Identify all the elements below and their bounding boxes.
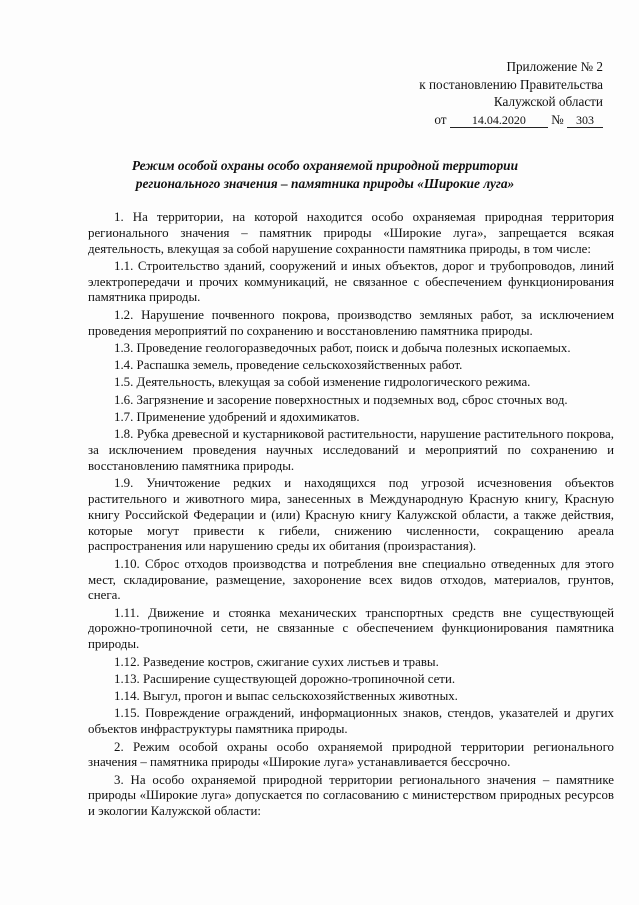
paragraph-2: 2. Режим особой охраны особо охраняемой природной территории регионального значения – памятника природы «Широкие луга» устанавливается бессрочно. [88, 739, 614, 770]
appendix-date-line [419, 111, 603, 129]
paragraph-1-8: 1.8. Рубка древесной и кустарниковой растительности, нарушение растительного покрова, за исключением проведения научных исследований и мероприятий по сохранению и восстановлению памятника природы. [88, 427, 614, 473]
appendix-number-line: Приложение № 2 [506, 59, 603, 74]
paragraph-1-5: 1.5. Деятельность, влекущая за собой изменение гидрологического режима. [114, 375, 531, 390]
title-line-1: Режим особой охраны особо охраняемой природной территории [131, 158, 519, 173]
appendix-region-line: Калужской области [493, 94, 603, 109]
document-body [88, 210, 614, 821]
paragraph-1-4: 1.4. Распашка земель, проведение сельскохозяйственных работ. [114, 358, 463, 373]
paragraph-1-12: 1.12. Разведение костров, сжигание сухих листьев и травы. [114, 654, 439, 669]
from-label: от [434, 111, 447, 127]
paragraph-1-14: 1.14. Выгул, прогон и выпас сельскохозяйственных животных. [114, 689, 458, 704]
paragraph-1-6: 1.6. Загрязнение и засорение поверхностных и подземных вод, сброс сточных вод. [114, 392, 568, 407]
paragraph-1-11: 1.11. Движение и стоянка механических транспортных средств вне существующей дорожно-тропиночной сети, не связанные с обеспечением функционирования памятника природы. [88, 605, 614, 652]
number-label: № [551, 111, 564, 127]
paragraph-1-15: 1.15. Повреждение ограждений, информационных знаков, стендов, указателей и других объектов инфраструктуры памятника природы. [88, 706, 614, 737]
appendix-resolution-line: к постановлению Правительства [419, 76, 603, 92]
paragraph-1-7: 1.7. Применение удобрений и ядохимикатов. [114, 410, 360, 425]
paragraph-1-2: 1.2. Нарушение почвенного покрова, производство земляных работ, за исключением проведения мероприятий по сохранению и восстановлению памятника природы. [88, 307, 614, 338]
paragraph-1-9: 1.9. Уничтожение редких и находящихся под угрозой исчезновения объектов растительного и животного мира, занесенных в Международную Красную книгу, Красную книгу Российской Федерации и (или) Красную книгу Калужской области, а также действия, которые могут привести к гибели, снижению численности, сокращению ареала распространения или нарушению среды их обитания (произрастания). [88, 476, 614, 554]
document-title [70, 157, 580, 193]
title-line-2: регионального значения – памятника природы «Широкие луга» [135, 176, 515, 191]
resolution-date: 14.04.2020 [450, 113, 548, 128]
paragraph-3: 3. На особо охраняемой природной территории регионального значения – памятнике природы «Широкие луга» допускается по согласованию с министерством природных ресурсов и экологии Калужской области: [88, 772, 614, 819]
paragraph-1: 1. На территории, на которой находится особо охраняемая природная территория регионального значения – памятник природы «Широкие луга», запрещается всякая деятельность, влекущая за собой нарушение сохранности памятника природы, в том числе: [88, 210, 614, 256]
paragraph-1-1: 1.1. Строительство зданий, сооружений и иных объектов, дорог и трубопроводов, линий электропередачи и прочих коммуникаций, не связанное с обеспечением функционирования памятника природы. [88, 258, 614, 305]
paragraph-1-10: 1.10. Сброс отходов производства и потребления вне специально отведенных для этого мест, складирование, размещение, захоронение всех видов отходов, материалов, грунтов, снега. [88, 556, 614, 603]
resolution-number: 303 [567, 113, 603, 128]
paragraph-1-13: 1.13. Расширение существующей дорожно-тропиночной сети. [114, 671, 456, 686]
paragraph-1-3: 1.3. Проведение геологоразведочных работ, поиск и добыча полезных ископаемых. [114, 340, 571, 355]
appendix-header [419, 58, 603, 128]
